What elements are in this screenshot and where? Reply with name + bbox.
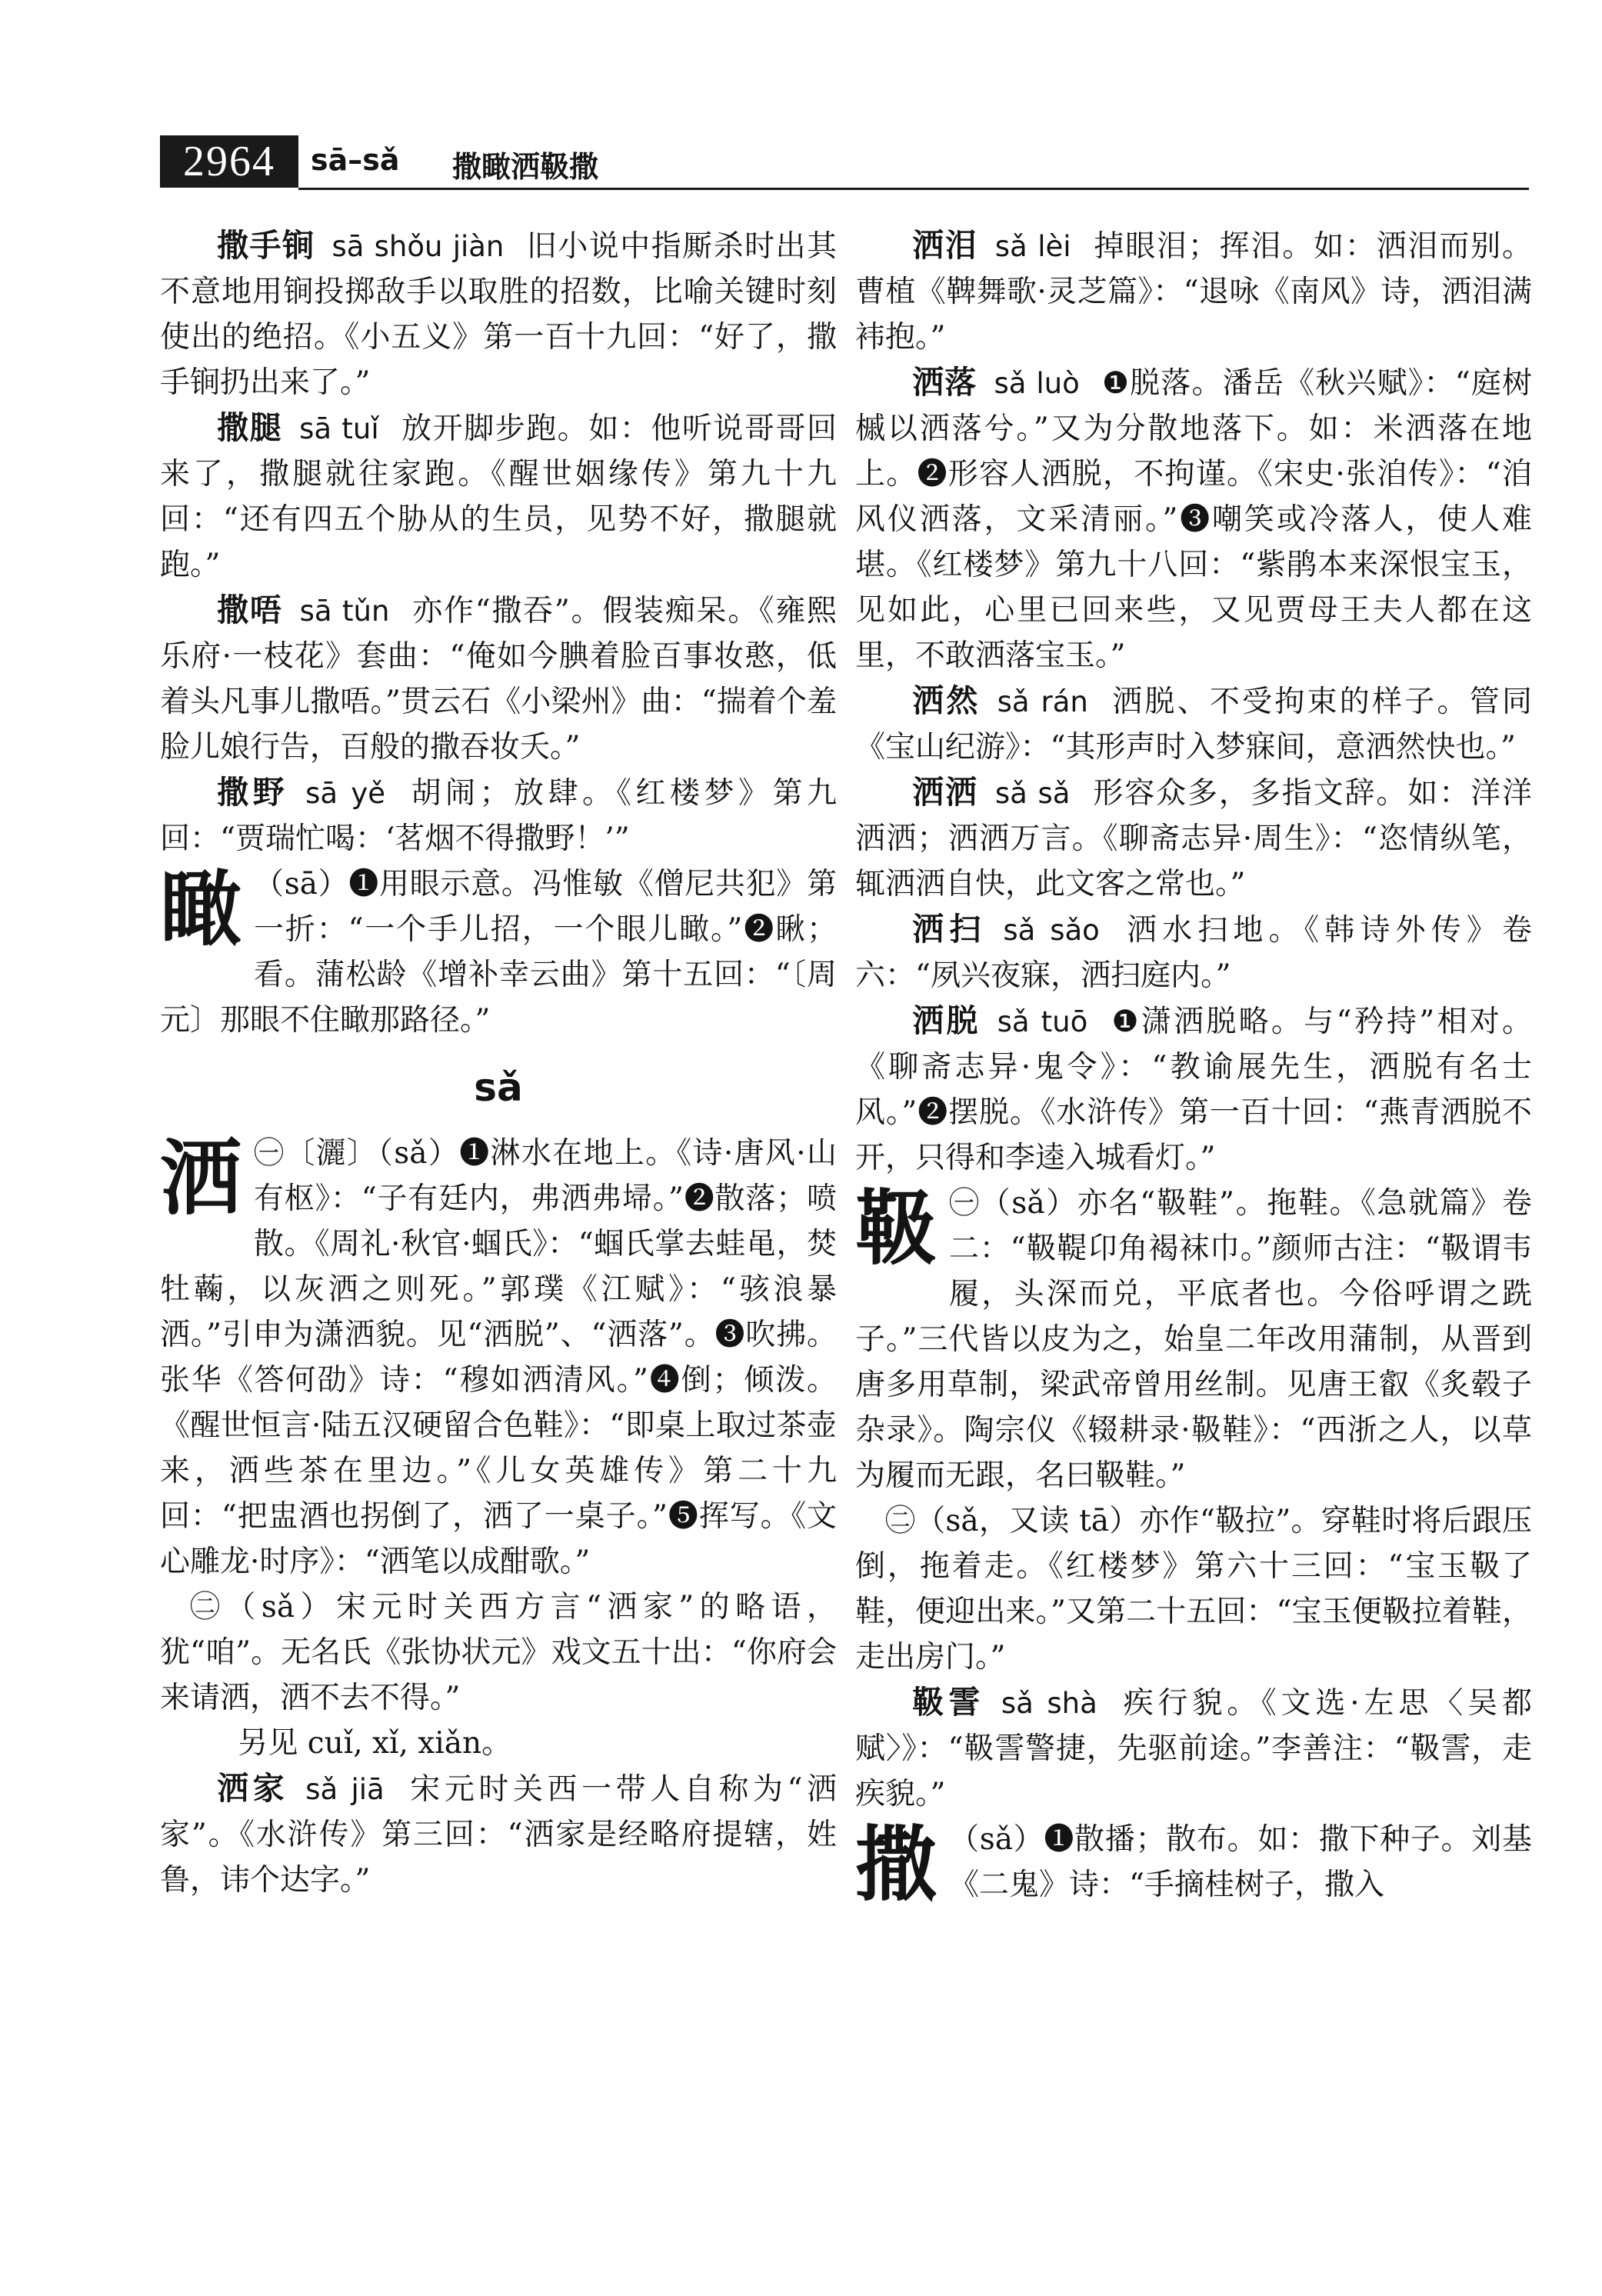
entry-headword: 洒扫 (912, 911, 987, 948)
entry-pinyin: sǎ jiā (305, 1773, 385, 1806)
entry-headword: 撒野 (217, 774, 289, 811)
entry-definition: 宋元时关西一带人自称为“洒家”。《水浒传》第三回：“洒家是经略府提辖，姓鲁，讳个达字。” (160, 1772, 837, 1898)
left-column (160, 223, 837, 1903)
dictionary-entry (855, 770, 1532, 907)
entry-pinyin: sǎ sǎ (994, 777, 1071, 810)
entry-headword: 洒脱 (912, 1002, 981, 1039)
character-definition: ㊀（sǎ）亦名“靸鞋”。拖鞋。《急就篇》卷二：“靸鞮卬角褐袜巾。”颜师古注：“靸谓韦履，头深而兑，平底者也。今俗呼谓之跣子。”三代皆以皮为之，始皇二年改用蒲制，从晋到唐多用草制，梁武帝曾用丝制。见唐王叡《炙毂子杂录》。陶宗仪《辍耕录·靸鞋》：“西浙之人，以草为履而无跟，名曰靸鞋。” (855, 1186, 1532, 1493)
character-entry (160, 861, 837, 1043)
entry-headword: 洒家 (217, 1770, 289, 1807)
dictionary-entry (160, 223, 837, 405)
entry-pinyin: sā tuǐ (299, 412, 379, 445)
entry-definition: 旧小说中指厮杀时出其不意地用锏投掷敌手以取胜的招数，比喻关键时刻使出的绝招。《小五义》第一百十九回：“好了，撒手锏扔出来了。” (160, 229, 837, 400)
entry-headword: 撒唔 (217, 591, 283, 628)
entry-definition: 洒脱、不受拘束的样子。管同《宝山纪游》：“其形声时入梦寐间，意洒然快也。” (855, 685, 1532, 765)
entry-definition: ❶脱落。潘岳《秋兴赋》：“庭树槭以洒落兮。”又为分散地落下。如：米洒落在地上。❷形容人洒脱，不拘谨。《宋史·张洎传》：“洎风仪洒落，文采清丽。”❸嘲笑或冷落人，使人难堪。《红楼梦》第九十八回：“紫鹃本来深恨宝玉，见如此，心里已回来些，又见贾母王夫人都在这里，不敢洒落宝玉。” (855, 366, 1533, 673)
dictionary-entry (160, 588, 837, 770)
entry-definition: 形容众多，多指文辞。如：洋洋洒洒；洒洒万言。《聊斋志异·周生》：“恣情纵笔，辄洒洒自快，此文客之常也。” (855, 776, 1532, 901)
entry-definition: 亦作“撒吞”。假装痴呆。《雍熙乐府·一枝花》套曲：“俺如今腆着脸百事妆憨，低着头凡事儿撒唔。”贯云石《小梁州》曲：“揣着个羞脸儿娘行告，百般的撒吞妆夭。” (160, 594, 838, 765)
dictionary-entry (855, 223, 1532, 360)
header-rule (298, 188, 1529, 190)
entry-pinyin: sā tǔn (299, 595, 390, 628)
entry-definition: ❶潇洒脱略。与“矜持”相对。《聊斋志异·鬼令》：“教谕展先生，洒脱有名士风。”❷摆脱。《水浒传》第一百十回：“燕青洒脱不开，只得和李逵入城看灯。” (855, 1005, 1533, 1175)
dictionary-entry (160, 770, 837, 861)
entry-pinyin: sǎ lèi (994, 230, 1071, 263)
entry-headword: 撒手锏 (217, 227, 315, 264)
entry-definition: 洒水扫地。《韩诗外传》卷六：“夙兴夜寐，洒扫庭内。” (855, 913, 1532, 993)
character-entry (855, 1816, 1532, 1912)
dictionary-entry (855, 360, 1532, 678)
dictionary-entry (855, 678, 1532, 770)
page-header (160, 135, 1529, 191)
dictionary-entry (160, 405, 837, 588)
dictionary-entry (160, 1766, 837, 1903)
character-definition: （sā）❶用眼示意。冯惟敏《僧尼共犯》第一折：“一个手儿招，一个眼儿瞰。”❷瞅；看。蒲松龄《增补幸云曲》第十五回：“〔周元〕那眼不住瞰那路径。” (160, 867, 837, 1038)
entry-pinyin: sǎ luò (994, 367, 1080, 400)
entry-headword: 洒洒 (912, 774, 978, 811)
large-headword-character: 撒 (855, 1816, 937, 1912)
entry-definition: 疾行貌。《文选·左思〈吴都赋〉》：“靸霅警捷，先驱前途。”李善注：“靸霅，走疾貌。” (855, 1686, 1532, 1811)
secondary-reading: ㊁（sǎ）宋元时关西方言“洒家”的略语，犹“咱”。无名氏《张协状元》戏文五十出：“你府会来请洒，洒不去不得。” (160, 1590, 837, 1715)
entry-definition: 胡闹；放肆。《红楼梦》第九回：“贾瑞忙喝：‘茗烟不得撒野！’” (160, 776, 837, 856)
entry-headword: 洒泪 (912, 227, 978, 264)
entry-pinyin: sā yě (305, 777, 385, 810)
entry-headword: 撒腿 (217, 409, 283, 446)
page-number: 2964 (160, 135, 298, 188)
cross-reference: 另见 cuǐ, xǐ, xiǎn。 (238, 1726, 512, 1761)
character-definition: （sǎ）❶散播；散布。如：撒下种子。刘基《二鬼》诗：“手摘桂树子，撒入 (949, 1822, 1532, 1902)
pinyin-section-heading: sǎ (474, 1065, 523, 1110)
right-column (855, 223, 1533, 1912)
header-characters: 撒瞰洒靸撒 (452, 150, 599, 184)
entry-headword: 靸霅 (912, 1684, 984, 1721)
dictionary-entry (855, 998, 1532, 1181)
entry-pinyin: sǎ shà (1001, 1687, 1097, 1720)
header-pinyin-range: sā–sǎ (311, 143, 400, 177)
entry-definition: 掉眼泪；挥泪。如：洒泪而别。曹植《鞞舞歌·灵芝篇》：“退咏《南风》诗，洒泪满袆抱。” (855, 229, 1532, 355)
entry-pinyin: sā shǒu jiàn (331, 230, 505, 263)
large-headword-character: 洒 (160, 1130, 241, 1226)
entry-headword: 洒落 (912, 364, 978, 401)
large-headword-character: 靸 (855, 1180, 937, 1276)
dictionary-entry (855, 1680, 1532, 1817)
character-definition: ㊀〔灑〕（sǎ）❶淋水在地上。《诗·唐风·山有枢》：“子有廷内，弗洒弗埽。”❷散落；喷散。《周礼·秋官·蝈氏》：“蝈氏掌去蛙黾，焚牡蘜，以灰洒之则死。”郭璞《江赋》：“骇浪暴洒。”引申为潇洒貌。见“洒脱”、“洒落”。❸吹拂。张华《答何劭》诗：“穆如洒清风。”❹倒；倾泼。《醒世恒言·陆五汉硬留合色鞋》：“即桌上取过茶壶来，洒些茶在里边。”《儿女英雄传》第二十九回：“把盅酒也拐倒了，洒了一桌子。”❺挥写。《文心雕龙·时序》：“洒笔以成酣歌。” (160, 1136, 837, 1579)
character-entry (855, 1181, 1532, 1498)
large-headword-character: 瞰 (160, 861, 241, 957)
entry-headword: 洒然 (912, 682, 981, 719)
entry-pinyin: sǎ sǎo (1003, 914, 1100, 947)
secondary-reading: ㊁（sǎ，又读 tā）亦作“靸拉”。穿鞋时将后跟压倒，拖着走。《红楼梦》第六十三回：“宝玉靸了鞋，便迎出来。”又第二十五回：“宝玉便靸拉着鞋，走出房门。” (855, 1504, 1532, 1675)
entry-pinyin: sǎ rán (997, 685, 1088, 718)
dictionary-entry (855, 907, 1532, 998)
character-entry (160, 1131, 837, 1585)
entry-definition: 放开脚步跑。如：他听说哥哥回来了，撒腿就往家跑。《醒世姻缘传》第九十九回：“还有四五个胁从的生员，见势不好，撒腿就跑。” (160, 412, 838, 582)
entry-pinyin: sǎ tuō (997, 1005, 1088, 1038)
